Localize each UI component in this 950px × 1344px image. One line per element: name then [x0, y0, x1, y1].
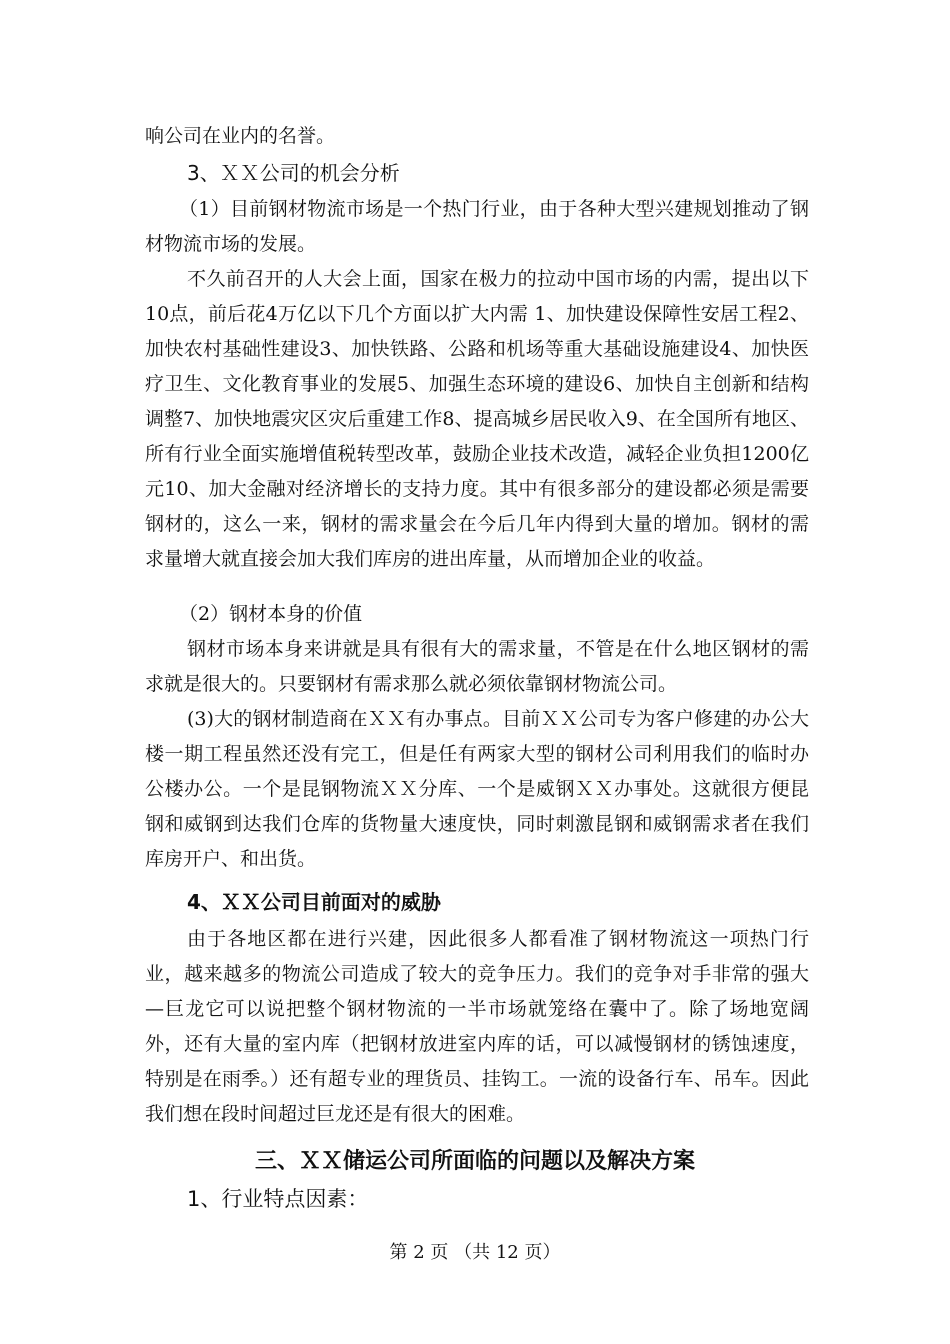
paragraph-steel-demand: 钢材市场本身来讲就是具有很有大的需求量，不管是在什么地区钢材的需求就是很大的。只要钢材有需求那么就必须依靠钢材物流公司。 [145, 638, 809, 695]
paragraph-steel-value-heading: （2）钢材本身的价值 [179, 603, 363, 625]
section-heading-problems-solutions: 三、ＸＸ储运公司所面临的问题以及解决方案 [254, 1149, 695, 1174]
paragraph-competition: 由于各地区都在进行兴建，因此很多人都看准了钢材物流这一项热门行业，越来越多的物流公司造成了较大的竞争压力。我们的竞争对手非常的强大—巨龙它可以说把整个钢材物流的一半市场就笼络在囊中了。除了场地宽阔外，还有大量的室内库（把钢材放进室内库的话，可以减慢钢材的锈蚀速度，特别是在雨季。）还有超专业的理货员、挂钩工。一流的设备行车、吊车。因此我们想在段时间超过巨龙还是有很大的困难。 [145, 928, 809, 1125]
continued-text-line: 响公司在业内的名誉。 [145, 125, 336, 147]
page-number-footer: 第 2 页 （共 12 页） [389, 1242, 561, 1263]
heading-opportunity-analysis: 3、ＸＸ公司的机会分析 [187, 161, 400, 185]
heading-industry-factors: 1、行业特点因素： [187, 1187, 369, 1211]
paragraph-market-hot: （1）目前钢材物流市场是一个热门行业，由于各种大型兴建规划推动了钢材物流市场的发展。 [145, 198, 809, 255]
paragraph-manufacturers-office: (3)大的钢材制造商在ＸＸ有办事点。目前ＸＸ公司专为客户修建的办公大楼一期工程虽然还没有完工，但是任有两家大型的钢材公司利用我们的临时办公楼办公。一个是昆钢物流ＸＸ分库、一个是威钢ＸＸ办事处。这就很方便昆钢和威钢到达我们仓库的货物量大速度快，同时刺激昆钢和威钢需求者在我们库房开户、和出货。 [145, 708, 809, 870]
paragraph-domestic-demand: 不久前召开的人大会上面，国家在极力的拉动中国市场的内需，提出以下10点，前后花4万亿以下几个方面以扩大内需 1、加快建设保障性安居工程2、加快农村基础性建设3、加快铁路、公路和机场等重大基础设施建设4、加快医疗卫生、文化教育事业的发展5、加强生态环境的建设6、加快自主创新和结构调整7、加快地震灾区灾后重建工作8、提高城乡居民收入9、在全国所有地区、所有行业全面实施增值税转型改革，鼓励企业技术改造，减轻企业负担1200亿元10、加大金融对经济增长的支持力度。其中有很多部分的建设都必须是需要钢材的，这么一来，钢材的需求量会在今后几年内得到大量的增加。钢材的需求量增大就直接会加大我们库房的进出库量，从而增加企业的收益。 [145, 268, 809, 570]
heading-threats: 4、ＸＸ公司目前面对的威胁 [187, 890, 441, 914]
